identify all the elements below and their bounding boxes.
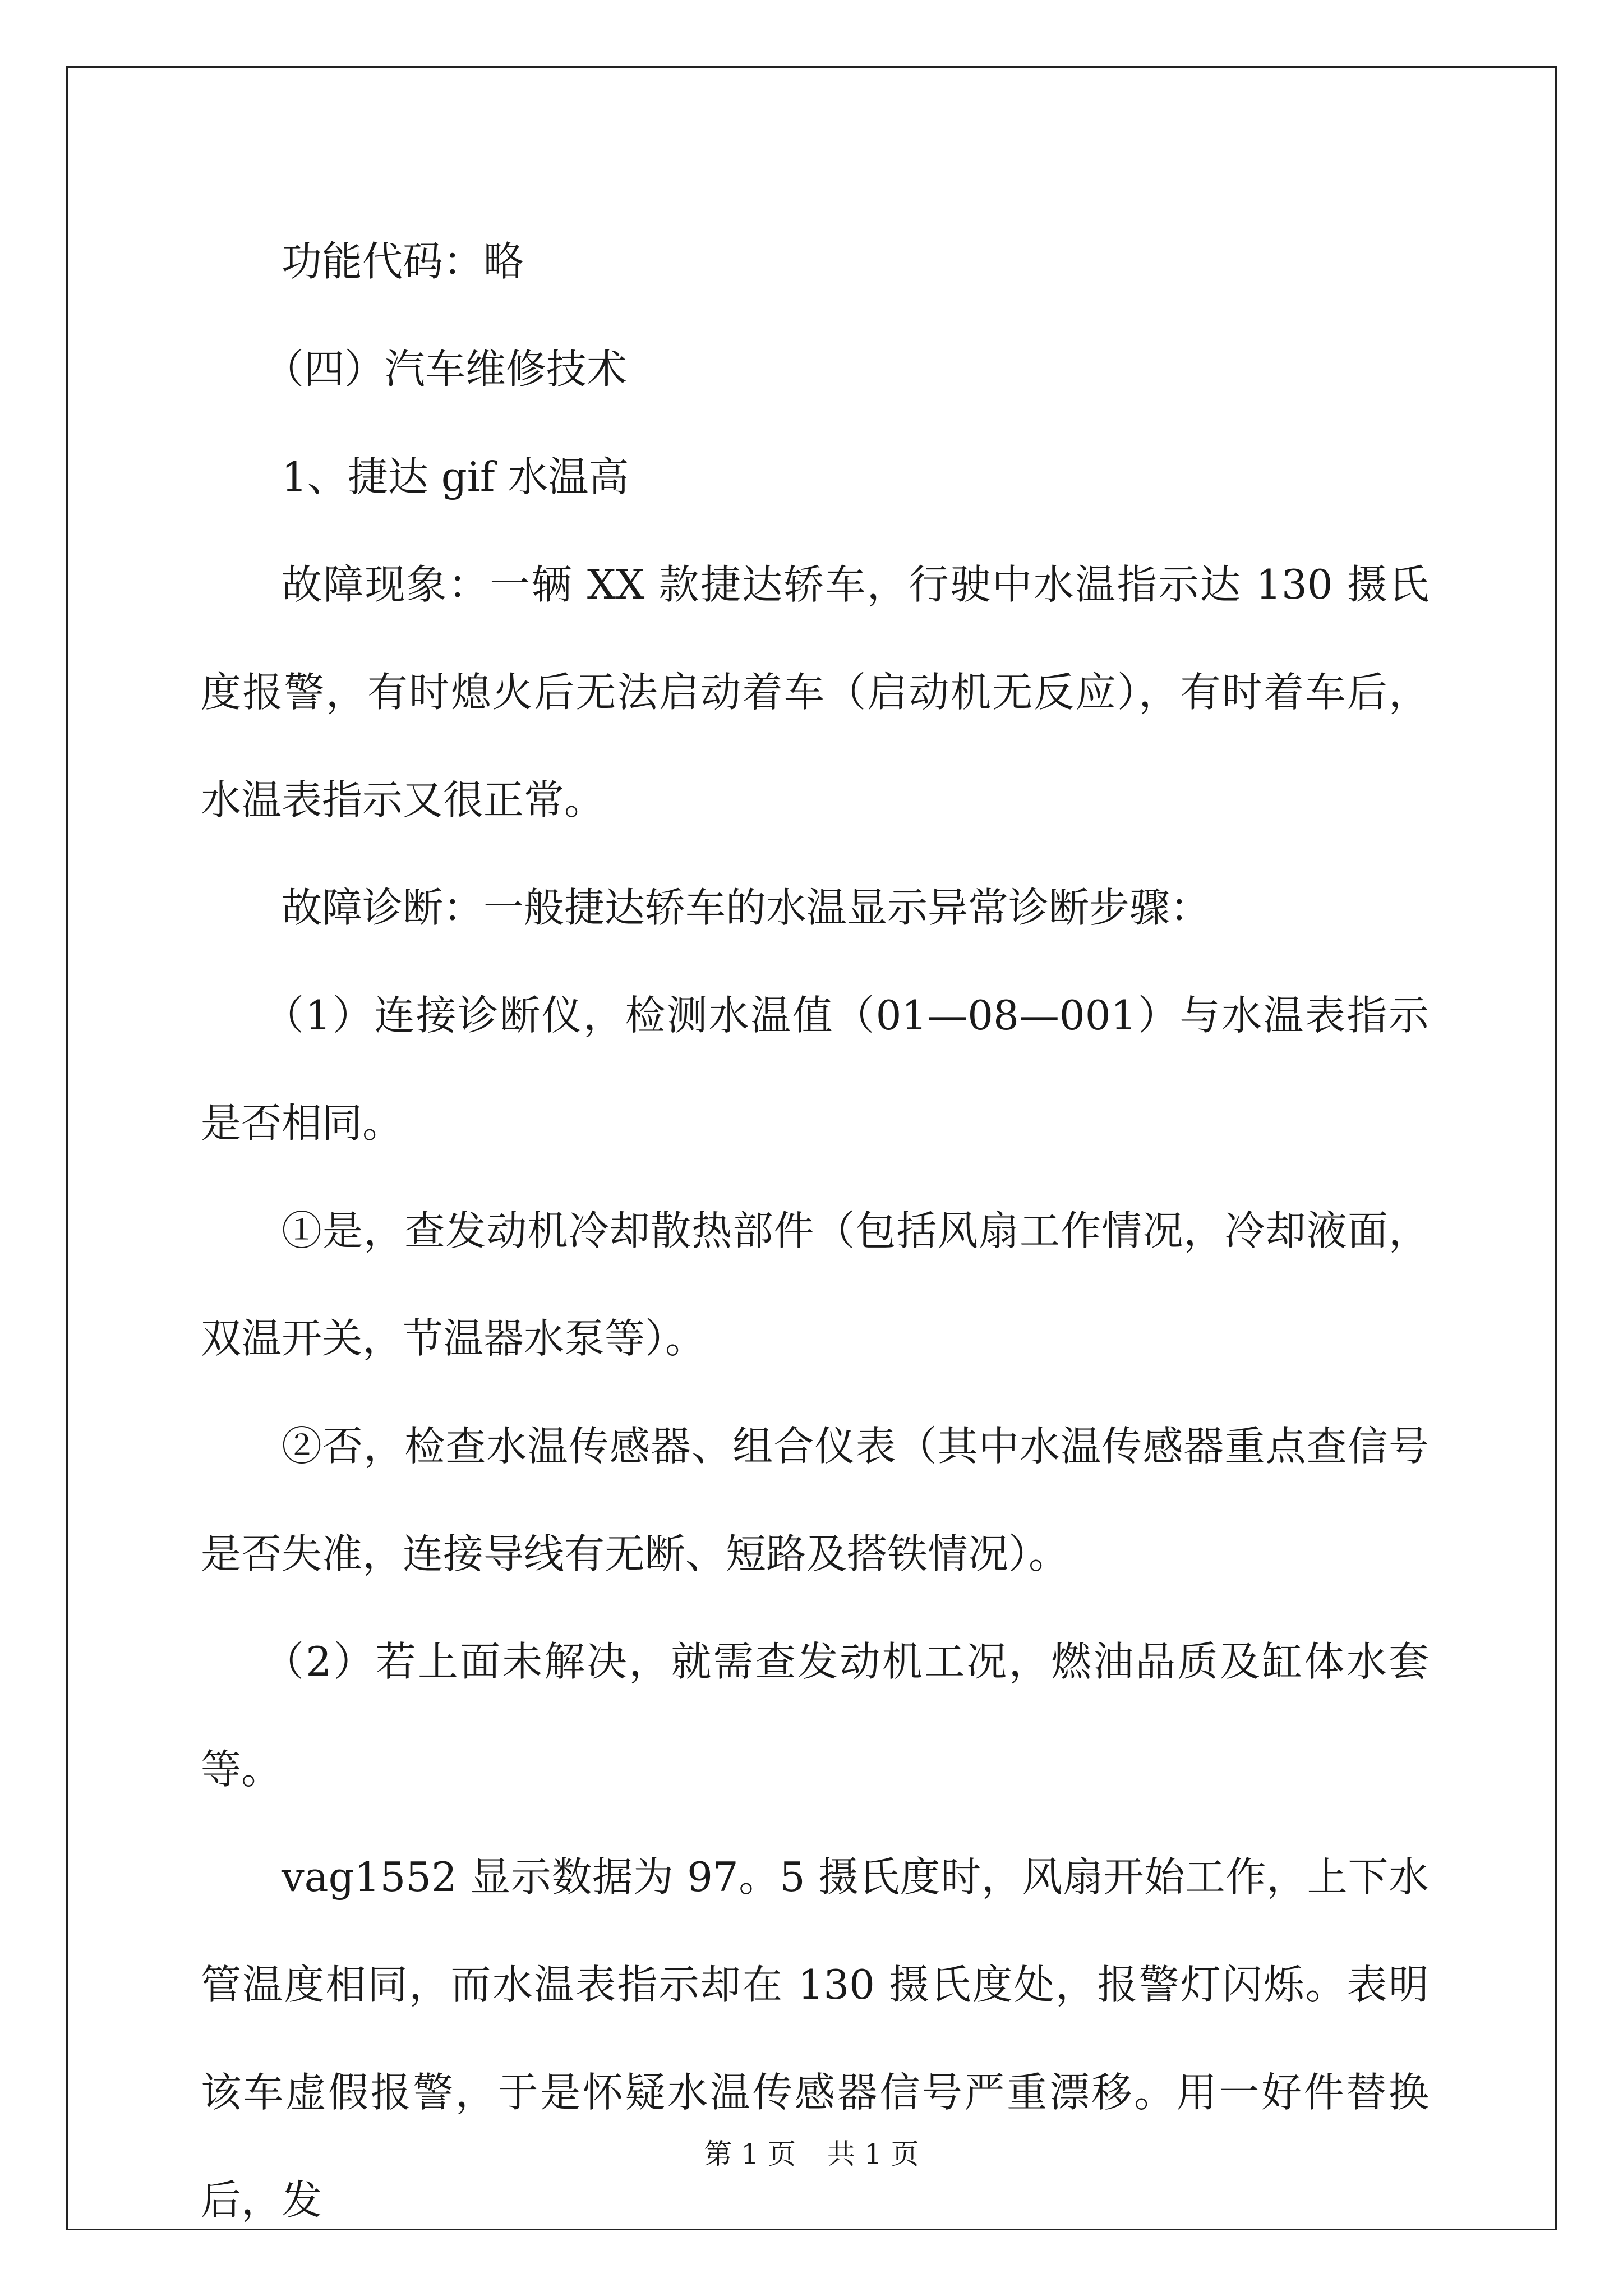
paragraph-fault-symptom: 故障现象：一辆 XX 款捷达轿车，行驶中水温指示达 130 摄氏度报警，有时熄火后无法启动着车（启动机无反应），有时着车后，水温表指示又很正常。 [201,561,1429,823]
paragraph-step-1: （1）连接诊断仪，检测水温值（01—08—001）与水温表指示是否相同。 [201,992,1429,1147]
page-total: 共 1 页 [827,2138,919,2170]
page-number: 第 1 页 [704,2138,796,2170]
paragraph-step-1-yes: ①是，查发动机冷却散热部件（包括风扇工作情况，冷却液面，双温开关，节温器水泵等）。 [201,1207,1429,1362]
paragraph-fault-diagnosis: 故障诊断：一般捷达轿车的水温显示异常诊断步骤： [282,884,1211,931]
paragraph-step-2: （2）若上面未解决，就需查发动机工况，燃油品质及缸体水套等。 [201,1638,1429,1793]
section-heading: （四）汽车维修技术 [264,346,628,393]
paragraph-function-code: 功能代码：略 [282,238,524,285]
paragraph-step-1-no: ②否，检查水温传感器、组合仪表（其中水温传感器重点查信号是否失准，连接导线有无断、短路及搭铁情况）。 [201,1423,1429,1577]
paragraph-vag1552-data: vag1552 显示数据为 97。5 摄氏度时，风扇开始工作，上下水管温度相同，而水温表指示却在 130 摄氏度处，报警灯闪烁。表明该车虚假报警，于是怀疑水温传感器信号严重漂移。用一好件替换后，发 [201,1853,1429,2224]
page-footer [0,2137,1623,2171]
subsection-heading: 1、捷达 gif 水温高 [282,453,629,500]
document-body [201,208,1429,2254]
